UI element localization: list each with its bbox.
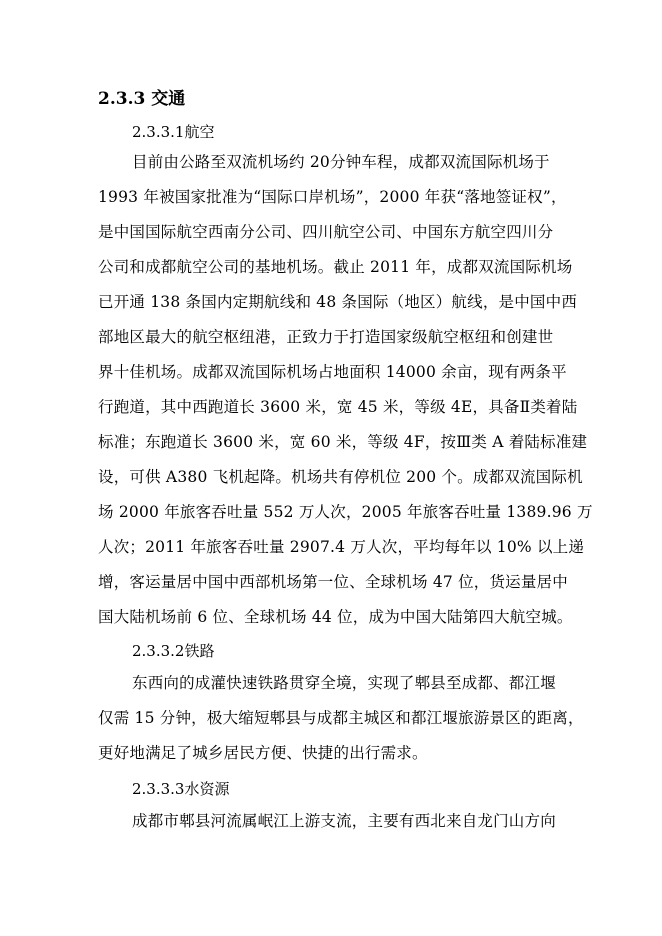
paragraph-line: 行跑道，其中西跑道长 3600 米，宽 45 米，等级 4E，具备Ⅱ类着陆 [98, 398, 578, 416]
aviation-paragraph [98, 145, 593, 635]
section-title: 2.3.3 交通 [98, 89, 186, 109]
paragraph-line: 标准；东跑道长 3600 米，宽 60 米，等级 4F，按Ⅲ类 A 着陆标准建 [98, 433, 588, 451]
paragraph-line: 东西向的成灌快速铁路贯穿全境，实现了郫县至成都、都江堰 [132, 674, 556, 692]
paragraph-line: 是中国国际航空西南分公司、四川航空公司、中国东方航空四川分 [98, 223, 554, 241]
paragraph-line: 场 2000 年旅客吞吐量 552 万人次，2005 年旅客吞吐量 1389.96 万 [98, 503, 593, 521]
paragraph-line: 设，可供 A380 飞机起降。机场共有停机位 200 个。成都双流国际机 [98, 468, 583, 486]
paragraph-line: 增，客运量居中国中西部机场第一位、全球机场 47 位，货运量居中 [98, 573, 568, 591]
paragraph-line: 国大陆机场前 6 位、全球机场 44 位，成为中国大陆第四大航空城。 [98, 608, 573, 626]
paragraph-line: 部地区最大的航空枢纽港，正致力于打造国家级航空枢纽和创建世 [98, 328, 554, 346]
aviation-heading: 2.3.3.1航空 [132, 123, 215, 141]
water-paragraph [98, 804, 568, 839]
paragraph-line: 已开通 138 条国内定期航线和 48 条国际（地区）航线，是中国中西 [98, 293, 578, 311]
paragraph-line: 界十佳机场。成都双流国际机场占地面积 14000 余亩，现有两条平 [98, 363, 567, 381]
water-heading: 2.3.3.3水资源 [132, 780, 230, 798]
paragraph-line: 人次；2011 年旅客吞吐量 2907.4 万人次，平均每年以 10% 以上递 [98, 538, 585, 556]
paragraph-line: 1993 年被国家批准为“国际口岸机场”，2000 年获“落地签证权”， [98, 188, 567, 206]
paragraph-line: 仅需 15 分钟，极大缩短郫县与成都主城区和都江堰旅游景区的距离， [98, 709, 584, 727]
railway-paragraph [98, 666, 584, 771]
railway-heading: 2.3.3.2铁路 [132, 642, 215, 660]
paragraph-line: 目前由公路至双流机场约 20分钟车程，成都双流国际机场于 [132, 153, 550, 171]
paragraph-line: 成都市郫县河流属岷江上游支流，主要有西北来自龙门山方向 [132, 812, 556, 830]
paragraph-line: 更好地满足了城乡居民方便、快捷的出行需求。 [98, 744, 428, 762]
paragraph-line: 公司和成都航空公司的基地机场。截止 2011 年，成都双流国际机场 [98, 258, 573, 276]
